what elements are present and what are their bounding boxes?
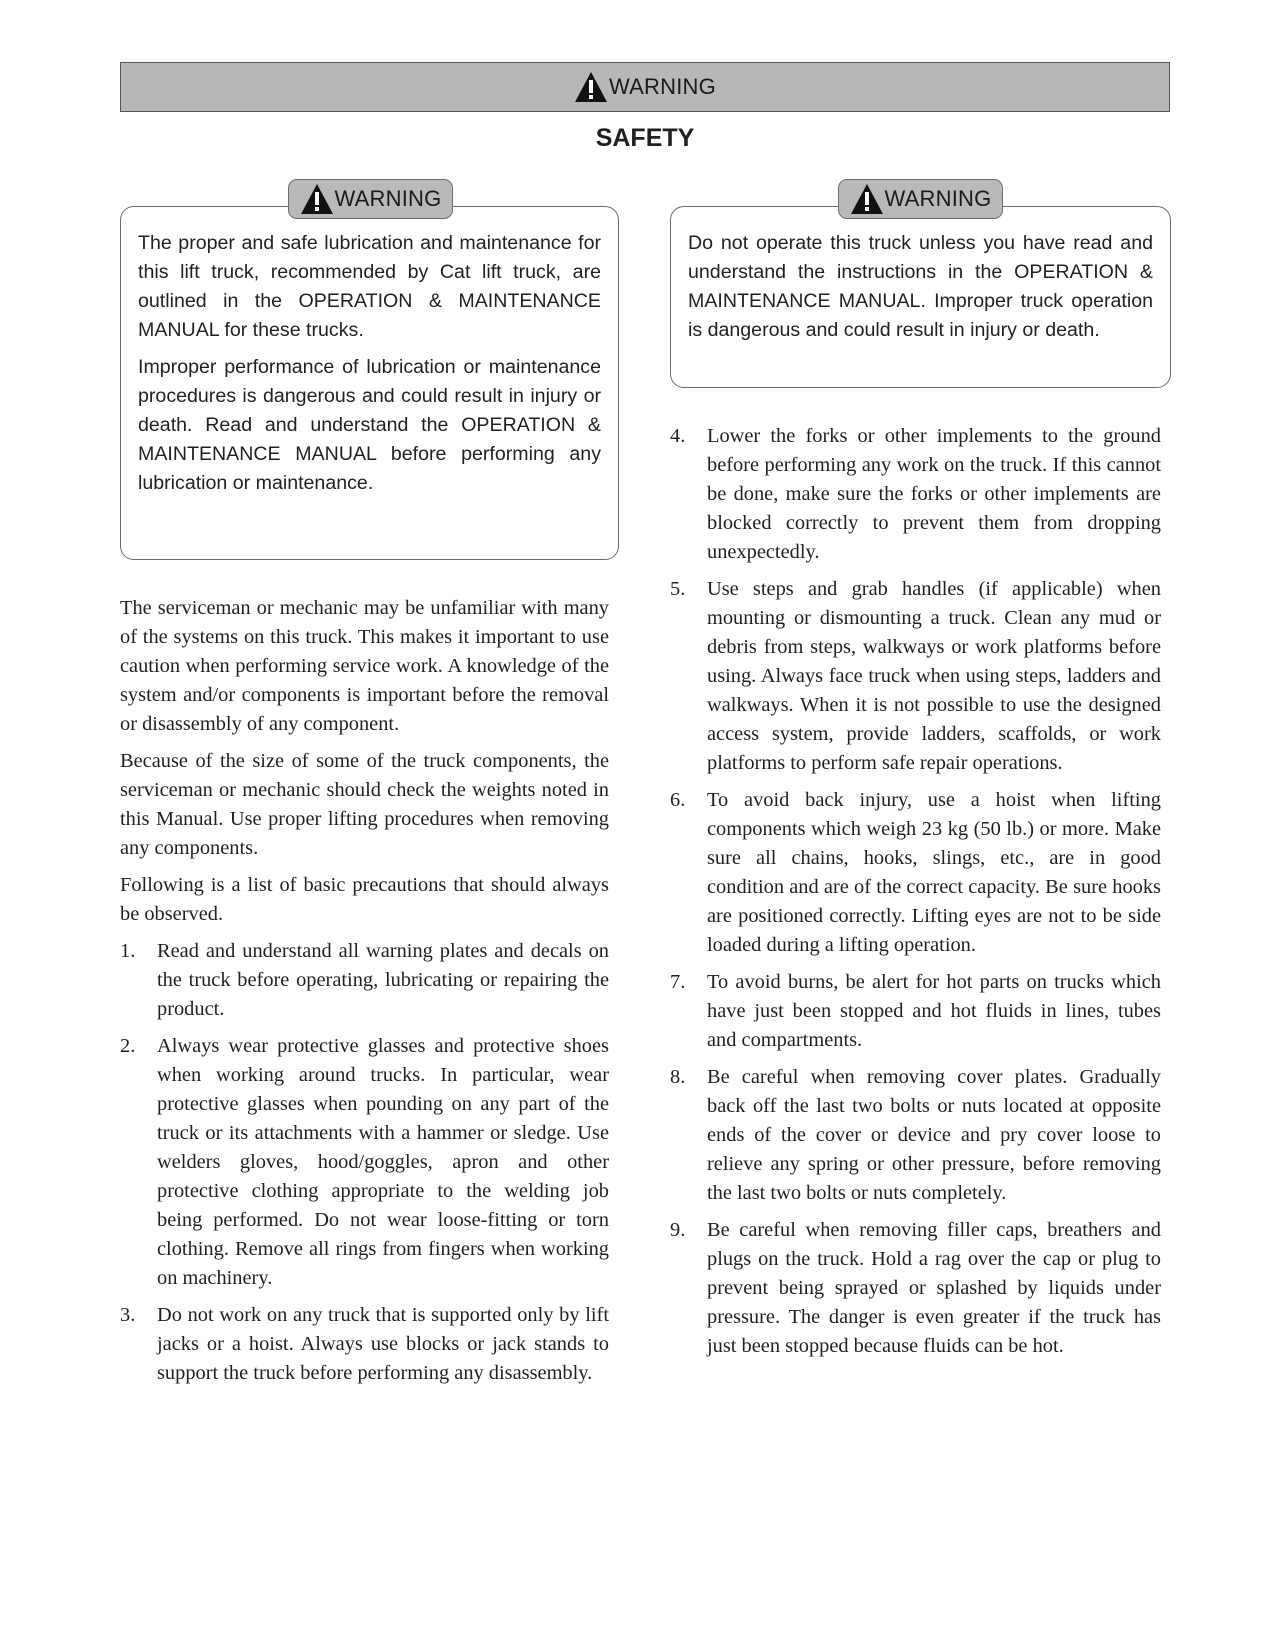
precaution-number: 2. — [120, 1035, 136, 1057]
right-warning-label: WARNING — [884, 186, 992, 211]
warning-banner-label: WARNING — [609, 74, 716, 99]
warning-triangle-icon — [300, 183, 334, 215]
precaution-number: 5. — [670, 578, 686, 600]
left-warning-tab — [288, 179, 453, 219]
left-warning-paragraph: Improper performance of lubrication or maintenance procedures is dangerous and could result in injury or death. Read and understand the OPERATION & MAINTENANCE MANUAL before performing any lubrication or maintenance. — [138, 356, 601, 494]
precaution-item — [120, 1301, 609, 1388]
precaution-number: 8. — [670, 1066, 686, 1088]
precaution-item — [670, 422, 1161, 567]
right-warning-paragraph: Do not operate this truck unless you have read and understand the instructions in the OPERATION & MAINTENANCE MANUAL. Improper truck operation is dangerous and could result in injury or death. — [688, 232, 1153, 341]
precaution-number: 3. — [120, 1304, 136, 1326]
intro-paragraph: The serviceman or mechanic may be unfamiliar with many of the systems on this truck. This makes it important to use caution when performing service work. A knowledge of the system and/or components is important before the removal or disassembly of any component. — [120, 597, 609, 735]
intro-paragraph: Because of the size of some of the truck components, the serviceman or mechanic should check the weights noted in this Manual. Use proper lifting procedures when removing any components. — [120, 750, 609, 859]
precaution-item — [670, 575, 1161, 778]
precaution-text: Be careful when removing filler caps, breathers and plugs on the truck. Hold a rag over the cap or plug to prevent being sprayed or splashed by liquids under pressure. The danger is even greater if the truck has just been stopped because fluids can be hot. — [707, 1219, 1161, 1357]
precaution-item — [670, 786, 1161, 960]
warning-triangle-icon — [850, 183, 884, 215]
left-column — [120, 594, 609, 1396]
precaution-item — [670, 1063, 1161, 1208]
page-title: SAFETY — [595, 124, 695, 152]
precaution-number: 1. — [120, 940, 136, 962]
precaution-number: 4. — [670, 425, 686, 447]
precaution-item — [120, 937, 609, 1024]
precaution-text: Lower the forks or other implements to the ground before performing any work on the truck. If this cannot be done, make sure the forks or other implements are blocked correctly to prevent them from dropping unexpectedly. — [707, 425, 1161, 563]
precaution-text: Always wear protective glasses and protective shoes when working around trucks. In particular, wear protective glasses when pounding on any part of the truck or its attachments with a hammer or sledge. Use welders gloves, hood/goggles, apron and other protective clothing appropriate to the welding job being performed. Do not wear loose-fitting or torn clothing. Remove all rings from fingers when working on machinery. — [157, 1035, 609, 1289]
precaution-item — [670, 968, 1161, 1055]
precaution-text: Read and understand all warning plates and decals on the truck before operating, lubricating or repairing the product. — [157, 940, 609, 1020]
precaution-text: Use steps and grab handles (if applicable) when mounting or dismounting a truck. Clean any mud or debris from steps, walkways or work platforms before using. Always face truck when using steps, ladders and walkways. When it is not possible to use the designed access system, provide ladders, scaffolds, or work platforms to perform safe repair operations. — [707, 578, 1161, 774]
precaution-text: To avoid burns, be alert for hot parts on trucks which have just been stopped and hot fluids in lines, tubes and compartments. — [707, 971, 1161, 1051]
precaution-item — [670, 1216, 1161, 1361]
warning-banner — [120, 62, 1170, 112]
left-warning-label: WARNING — [334, 186, 442, 211]
precaution-number: 9. — [670, 1219, 686, 1241]
right-warning-box — [670, 206, 1171, 388]
precaution-number: 6. — [670, 789, 686, 811]
precaution-number: 7. — [670, 971, 686, 993]
warning-triangle-icon — [574, 71, 608, 103]
precaution-text: Do not work on any truck that is supported only by lift jacks or a hoist. Always use blocks or jack stands to support the truck before performing any disassembly. — [157, 1304, 609, 1384]
precaution-text: Be careful when removing cover plates. Gradually back off the last two bolts or nuts located at opposite ends of the cover or device and pry cover loose to relieve any spring or other pressure, before removing the last two bolts or nuts completely. — [707, 1066, 1161, 1204]
right-column — [670, 422, 1161, 1369]
left-warning-box — [120, 206, 619, 560]
intro-paragraph: Following is a list of basic precautions that should always be observed. — [120, 874, 609, 925]
precaution-item — [120, 1032, 609, 1293]
right-warning-tab — [838, 179, 1003, 219]
left-warning-paragraph: The proper and safe lubrication and maintenance for this lift truck, recommended by Cat lift truck, are outlined in the OPERATION & MAINTENANCE MANUAL for these trucks. — [138, 232, 601, 341]
precaution-text: To avoid back injury, use a hoist when lifting components which weigh 23 kg (50 lb.) or more. Make sure all chains, hooks, slings, etc., are in good condition and are of the correct capacity. Be sure hooks are positioned correctly. Lifting eyes are not to be side loaded during a lifting operation. — [707, 789, 1161, 956]
